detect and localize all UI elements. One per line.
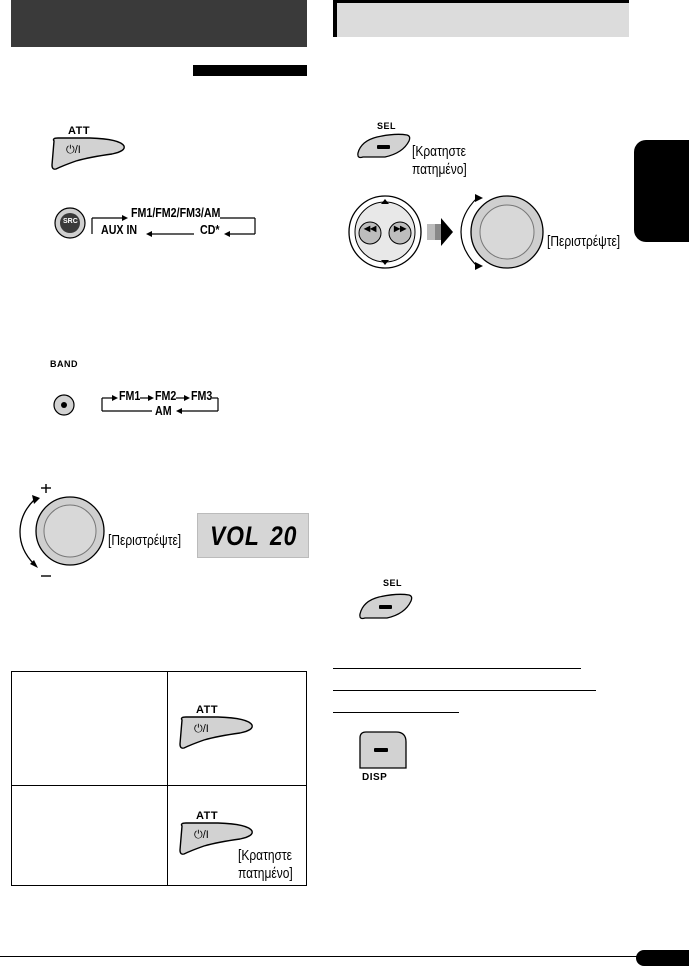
src-label: SRC [63,218,78,225]
att-label: ATT [68,125,91,137]
language-side-tab [634,140,689,242]
source-fm-am: FM1/FM2/FM3/AM [131,205,221,220]
underline-2 [333,690,596,691]
att-label: ATT [196,810,219,822]
band-button-icon [52,393,76,417]
power-symbol: ⏻/I [194,723,209,735]
sel-hold-line1: [Κρατηστε [412,143,467,160]
power-button-shape [178,716,254,750]
volume-display [197,513,309,558]
hold-instruction-line2: πατημένο] [238,865,293,882]
power-symbol: ⏻/I [194,829,209,841]
band-label: BAND [50,359,78,369]
svg-text:▶▶: ▶▶ [394,224,407,233]
disp-label: DISP [362,772,388,783]
att-function-table [11,671,307,886]
sel-button-shape [355,133,411,161]
subsection-bar [193,65,307,76]
table-cell-r1c2 [168,672,307,786]
disp-button-shape [358,730,408,770]
band-button[interactable] [50,359,80,417]
att-label: ATT [196,704,219,716]
underline-3 [333,712,459,713]
sel-hold-line2: πατημένο] [412,161,467,178]
src-button[interactable] [54,207,86,239]
source-aux-in: AUX IN [101,222,138,237]
section-header-right [333,0,629,37]
footer-rule [0,956,689,957]
svg-text:◀◀: ◀◀ [364,224,377,233]
sel-label: SEL [377,121,397,131]
band-fm1: FM1 [119,388,141,403]
volume-label: VOL [210,521,260,551]
turn-instruction-right: [Περιστρέψτε] [547,233,621,250]
underline-1 [333,668,581,669]
table-cell-r2c1 [12,786,168,886]
table-cell-r1c1 [12,672,168,786]
control-pad-and-knob [337,190,547,274]
band-fm3: FM3 [191,388,213,403]
sel-button-hold[interactable] [355,121,415,161]
band-fm2: FM2 [155,388,177,403]
table-cell-r2c2 [168,786,307,886]
page-number-pill [636,950,689,966]
volume-knob[interactable] [14,484,106,582]
sel-button-shape [357,592,413,622]
att-power-button-table-1[interactable] [178,704,258,752]
turn-instruction-left: [Περιστρέψτε] [108,532,182,549]
band-am: AM [155,403,172,418]
power-button-shape [50,137,126,171]
disp-button[interactable] [358,730,408,786]
power-symbol: ⏻/I [66,144,81,156]
sel-button-press[interactable] [357,578,417,622]
att-power-button[interactable] [50,125,130,171]
source-cd: CD* [200,222,220,237]
section-header-left [11,0,307,47]
hold-instruction-line1: [Κρατηστε [238,847,293,864]
sel-label: SEL [383,578,403,588]
volume-value: 20 [270,521,298,551]
